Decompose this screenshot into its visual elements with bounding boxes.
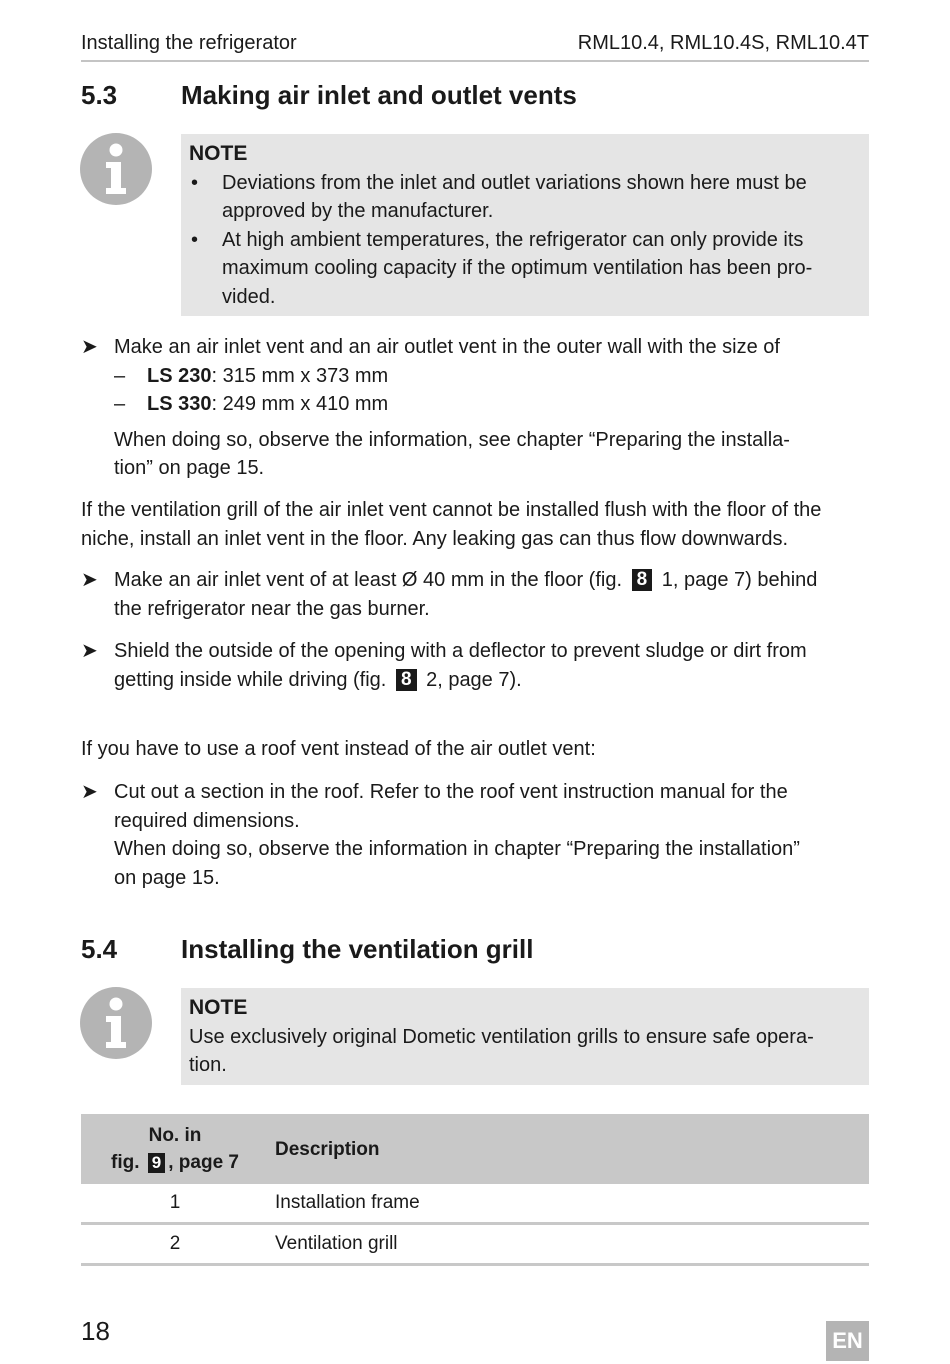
- cell-number: 2: [81, 1224, 269, 1265]
- running-header-models: RML10.4, RML10.4S, RML10.4T: [577, 32, 869, 54]
- figure-reference[interactable]: 9: [148, 1153, 165, 1173]
- note-bullet: [189, 226, 857, 312]
- step-followup-line: tion” on page 15.: [114, 457, 265, 479]
- table-row: [81, 1224, 869, 1265]
- step-text: Make an air inlet vent of at least Ø 40 mm in the floor (fig. 8 1, page 7) behind: [114, 569, 818, 591]
- table-row: [81, 1184, 869, 1224]
- instruction-step: [81, 333, 871, 483]
- note-heading: NOTE: [189, 142, 248, 165]
- step-followup-line: When doing so, observe the information, see chapter “Preparing the installa-: [114, 428, 790, 451]
- note-line: Deviations from the inlet and outlet variations shown here must be: [222, 171, 807, 194]
- cell-number: 1: [81, 1184, 269, 1224]
- column-header-number: No. in fig. 9 , page 7: [81, 1114, 269, 1184]
- step-text: Make an air inlet vent and an air outlet vent in the outer wall with the size of: [114, 336, 780, 358]
- bullet-marker: •: [191, 171, 199, 194]
- figure-reference[interactable]: 8: [632, 569, 653, 591]
- note-line: maximum cooling capacity if the optimum ventilation has been pro-: [222, 257, 813, 279]
- note-line: approved by the manufacturer.: [222, 200, 494, 222]
- step-text: required dimensions.: [114, 809, 300, 832]
- paragraph-line: If the ventilation grill of the air inlet vent cannot be installed flush with the floor of the: [81, 499, 822, 521]
- section-5-3-title: Making air inlet and outlet vents: [181, 80, 577, 110]
- model-name: LS 330: [147, 393, 212, 415]
- column-header-description: Description: [269, 1114, 869, 1184]
- info-icon: [80, 133, 152, 205]
- arrow-bullet-icon: ➤: [81, 336, 98, 358]
- note-line: Use exclusively original Dometic ventilation grills to ensure safe opera-: [189, 1025, 814, 1048]
- note-line: vided.: [222, 285, 276, 308]
- note-line: tion.: [189, 1054, 227, 1076]
- header-divider: [81, 60, 869, 62]
- model-size: : 249 mm x 410 mm: [211, 393, 389, 415]
- page-number: 18: [81, 1316, 110, 1346]
- section-5-4-number: 5.4: [81, 934, 118, 964]
- cell-description: Installation frame: [269, 1184, 869, 1224]
- running-header-chapter: Installing the refrigerator: [81, 32, 297, 54]
- dash-marker: –: [114, 364, 126, 387]
- step-text: When doing so, observe the information in chapter “Preparing the installation”: [114, 838, 800, 860]
- figure-reference[interactable]: 8: [396, 669, 417, 691]
- instruction-step: [81, 566, 871, 623]
- table-header-row: [81, 1114, 869, 1184]
- step-text: Cut out a section in the roof. Refer to the roof vent instruction manual for the: [114, 781, 788, 803]
- arrow-bullet-icon: ➤: [81, 640, 98, 662]
- language-badge: EN: [826, 1321, 869, 1361]
- cell-description: Ventilation grill: [269, 1224, 869, 1265]
- instruction-step: [81, 637, 871, 694]
- instruction-step: [81, 778, 871, 892]
- size-item: [81, 390, 871, 419]
- step-text: getting inside while driving (fig. 8 2, page 7).: [114, 668, 522, 691]
- size-item: [81, 362, 871, 391]
- paragraph-line: niche, install an inlet vent in the floor. Any leaking gas can thus flow downwards.: [81, 527, 789, 550]
- note-box-grill: [181, 988, 869, 1085]
- note-bullet: [189, 169, 857, 226]
- note-box-vents: [181, 134, 869, 316]
- note-heading: NOTE: [189, 996, 248, 1019]
- step-text: Shield the outside of the opening with a deflector to prevent sludge or dirt from: [114, 640, 807, 662]
- paragraph-roof-vent: If you have to use a roof vent instead of the air outlet vent:: [81, 738, 596, 760]
- step-text: on page 15.: [114, 866, 220, 889]
- step-text: the refrigerator near the gas burner.: [114, 597, 430, 620]
- paragraph-floor-vent: [81, 496, 871, 553]
- dash-marker: –: [114, 393, 126, 415]
- info-icon: [80, 987, 152, 1059]
- model-size: : 315 mm x 373 mm: [211, 364, 389, 387]
- note-line: At high ambient temperatures, the refrigerator can only provide its: [222, 228, 804, 251]
- arrow-bullet-icon: ➤: [81, 781, 98, 803]
- model-name: LS 230: [147, 364, 212, 387]
- arrow-bullet-icon: ➤: [81, 569, 98, 591]
- parts-table: [81, 1114, 869, 1266]
- section-5-4-title: Installing the ventilation grill: [181, 934, 534, 964]
- section-5-3-number: 5.3: [81, 80, 118, 110]
- bullet-marker: •: [191, 228, 199, 251]
